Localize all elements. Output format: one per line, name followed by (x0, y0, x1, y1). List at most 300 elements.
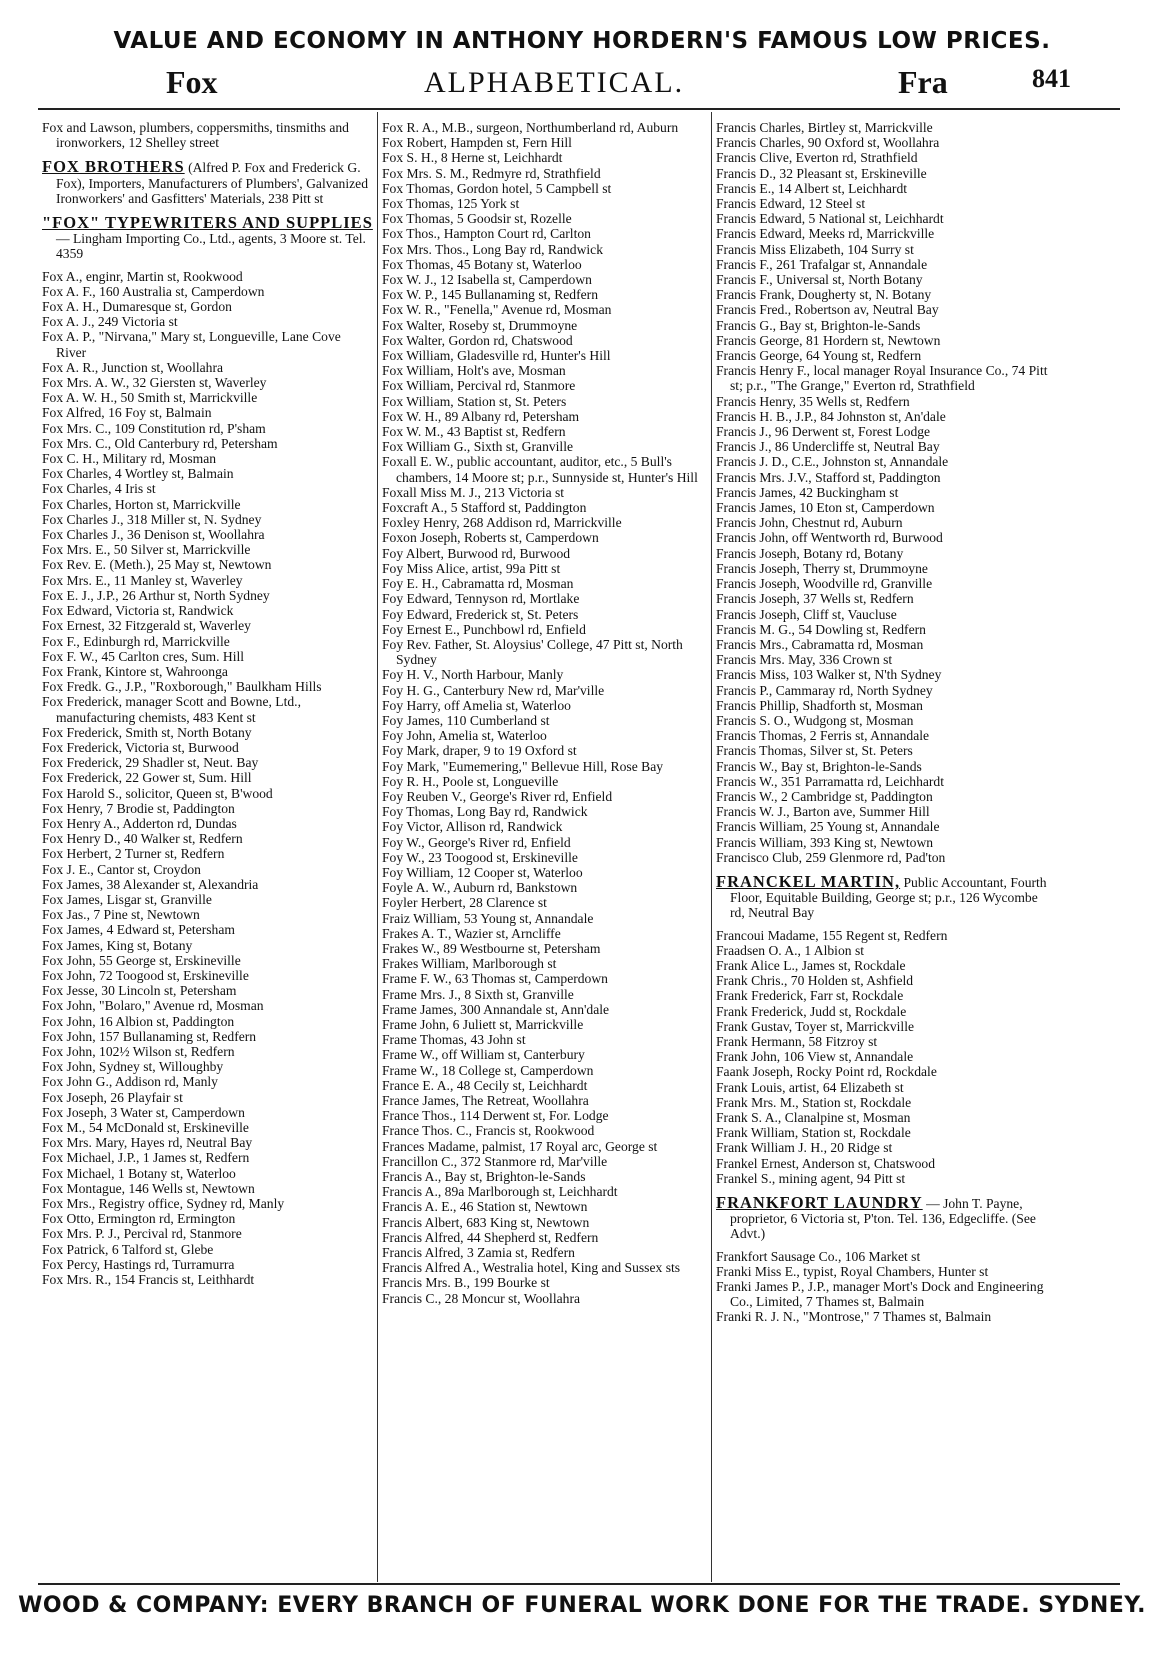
directory-entry (716, 1080, 1050, 1095)
directory-entry (382, 1260, 710, 1275)
directory-entry (42, 481, 374, 496)
entry-text: Fox Mrs. R., 154 Francis st, Leithhardt (42, 1272, 255, 1288)
directory-entry (42, 603, 374, 618)
display-entry-name: FRANKFORT LAUNDRY (716, 1193, 923, 1213)
entry-text: Francis Joseph, Woodville rd, Granville (716, 576, 933, 592)
entry-text: Fox Percy, Hastings rd, Turramurra (42, 1256, 235, 1272)
directory-entry (716, 576, 1050, 591)
directory-entry (716, 607, 1050, 622)
entry-text: — Lingham Importing Co., Ltd., agents, 3 Moore st. Tel. 4359 (56, 231, 366, 262)
directory-entry (42, 329, 374, 359)
entry-text: Fox William, Gladesville rd, Hunter's Hill (382, 348, 611, 364)
entry-text: Foy H. V., North Harbour, Manly (382, 667, 564, 683)
directory-entry (382, 166, 710, 181)
entry-text: Francis F., Universal st, North Botany (716, 272, 923, 288)
directory-entry (716, 1195, 1050, 1242)
entry-text: Foy W., 23 Toogood st, Erskineville (382, 849, 578, 865)
entry-text: Frankel Ernest, Anderson st, Chatswood (716, 1155, 935, 1171)
directory-entry (716, 181, 1050, 196)
directory-entry (382, 394, 710, 409)
directory-entry (716, 363, 1050, 393)
directory-entry (716, 1110, 1050, 1125)
directory-entry (42, 679, 374, 694)
entry-text: Fox Charles, Horton st, Marrickville (42, 496, 241, 512)
directory-entry (382, 1017, 710, 1032)
directory-entry (716, 150, 1050, 165)
directory-entry (382, 348, 710, 363)
display-entry-name: FOX BROTHERS (42, 157, 185, 177)
directory-entry (716, 1140, 1050, 1155)
directory-entry (42, 436, 374, 451)
entry-text: Fox A. R., Junction st, Woollahra (42, 359, 224, 375)
directory-entry (42, 953, 374, 968)
directory-entry (382, 409, 710, 424)
directory-entry (716, 318, 1050, 333)
directory-entry (716, 242, 1050, 257)
directory-entry (42, 725, 374, 740)
entry-text: Francis Henry, 35 Wells st, Redfern (716, 393, 910, 409)
entry-text: Frank Frederick, Farr st, Rockdale (716, 988, 904, 1004)
entry-text: Fox W. H., 89 Albany rd, Petersham (382, 408, 580, 424)
directory-entry (716, 226, 1050, 241)
directory-entry (382, 1123, 710, 1138)
directory-entry (42, 1211, 374, 1226)
directory-entry (716, 257, 1050, 272)
entry-text: (Alfred P. Fox and Frederick G. Fox), Importers, Manufacturers of Plumbers', Galvanized Ironworkers' and Gasfitters' Materials, 238 Pitt st (56, 160, 368, 206)
directory-entry (42, 451, 374, 466)
entry-text: Francis Edward, Meeks rd, Marrickville (716, 226, 935, 242)
directory-entry (382, 759, 710, 774)
entry-text: Fox Michael, 1 Botany st, Waterloo (42, 1165, 236, 1181)
entry-text: Foy R. H., Poole st, Longueville (382, 773, 559, 789)
directory-entry (716, 1309, 1050, 1324)
entry-text: Fox Herbert, 2 Turner st, Redfern (42, 846, 225, 862)
directory-entry (382, 1184, 710, 1199)
directory-entry (42, 968, 374, 983)
entry-text: Franki R. J. N., "Montrose," 7 Thames st, Balmain (716, 1309, 992, 1325)
directory-entry (42, 922, 374, 937)
entry-text: Francillon C., 372 Stanmore rd, Mar'ville (382, 1153, 608, 1169)
directory-entry (42, 1150, 374, 1165)
entry-text: Frankel S., mining agent, 94 Pitt st (716, 1170, 906, 1186)
directory-entry (42, 862, 374, 877)
entry-text: Fox A. J., 249 Victoria st (42, 314, 178, 330)
directory-entry (382, 485, 710, 500)
entry-text: Francis H. B., J.P., 84 Johnston st, An'dale (716, 408, 946, 424)
directory-entry (716, 1264, 1050, 1279)
entry-text: Francis S. O., Wudgong st, Mosman (716, 712, 914, 728)
directory-entry (42, 314, 374, 329)
directory-entry (42, 1105, 374, 1120)
directory-entry (716, 1156, 1050, 1171)
directory-entry (382, 515, 710, 530)
directory-entry (716, 804, 1050, 819)
entry-text: Francis Thomas, Silver st, St. Peters (716, 743, 913, 759)
entry-text: Francis Mrs. B., 199 Bourke st (382, 1275, 550, 1291)
entry-text: Fox Alfred, 16 Foy st, Balmain (42, 405, 212, 421)
entry-text: Frame F. W., 63 Thomas st, Camperdown (382, 971, 608, 987)
entry-text: Frank Gustav, Toyer st, Marrickville (716, 1018, 915, 1034)
directory-entry (382, 880, 710, 895)
entry-text: Foyler Herbert, 28 Clarence st (382, 895, 547, 911)
entry-text: Fox John G., Addison rd, Manly (42, 1074, 218, 1090)
entry-text: Fox Thomas, 5 Goodsir st, Rozelle (382, 211, 572, 227)
directory-entry (716, 958, 1050, 973)
entry-text: Francis C., 28 Moncur st, Woollahra (382, 1290, 581, 1306)
entry-text: Francis A. E., 46 Station st, Newtown (382, 1199, 588, 1215)
directory-entry (42, 573, 374, 588)
directory-entry (716, 637, 1050, 652)
entry-text: Fox Charles, 4 Iris st (42, 481, 156, 497)
entry-text: Foy Ernest E., Punchbowl rd, Enfield (382, 621, 586, 637)
entry-text: Foxall Miss M. J., 213 Victoria st (382, 484, 565, 500)
directory-entry (716, 424, 1050, 439)
directory-entry (716, 394, 1050, 409)
directory-entry (716, 485, 1050, 500)
directory-entry (42, 375, 374, 390)
directory-entry (382, 819, 710, 834)
directory-entry (382, 971, 710, 986)
entry-text: Francis Alfred, 44 Shepherd st, Redfern (382, 1229, 599, 1245)
directory-entry (382, 333, 710, 348)
entry-text: Fox W. P., 145 Bullanaming st, Redfern (382, 287, 598, 303)
directory-entry (382, 941, 710, 956)
left-guide-word: Fox (166, 64, 218, 100)
column-divider (711, 112, 712, 1582)
directory-entry (382, 1078, 710, 1093)
directory-entry (382, 835, 710, 850)
entry-text: Fox Henry, 7 Brodie st, Paddington (42, 800, 235, 816)
entry-text: Fox James, 4 Edward st, Petersham (42, 922, 235, 938)
directory-entry (42, 390, 374, 405)
directory-column-2 (382, 120, 710, 1580)
entry-text: Francis Edward, 12 Steel st (716, 196, 866, 212)
entry-text: Frame Thomas, 43 John st (382, 1032, 526, 1048)
entry-text: Fox Charles J., 36 Denison st, Woollahra (42, 527, 265, 543)
entry-text: Frank John, 106 View st, Annandale (716, 1049, 914, 1065)
directory-entry (716, 1064, 1050, 1079)
directory-entry (42, 512, 374, 527)
directory-entry (42, 527, 374, 542)
directory-entry (716, 652, 1050, 667)
directory-entry (42, 983, 374, 998)
directory-entry (382, 1199, 710, 1214)
entry-text: Fox Mrs. A. W., 32 Giersten st, Waverley (42, 375, 267, 391)
entry-text: Fox Mrs. Mary, Hayes rd, Neutral Bay (42, 1135, 253, 1151)
entry-text: Francis Albert, 683 King st, Newtown (382, 1214, 590, 1230)
entry-text: Frances Madame, palmist, 17 Royal arc, George st (382, 1138, 658, 1154)
directory-entry (716, 211, 1050, 226)
directory-entry (716, 819, 1050, 834)
directory-entry (382, 1047, 710, 1062)
directory-entry (716, 196, 1050, 211)
directory-entry (716, 713, 1050, 728)
directory-entry (716, 1049, 1050, 1064)
directory-entry (42, 542, 374, 557)
directory-entry (42, 284, 374, 299)
entry-text: Fox R. A., M.B., surgeon, Northumberland rd, Auburn (382, 120, 679, 135)
directory-entry (716, 409, 1050, 424)
entry-text: Foy W., George's River rd, Enfield (382, 834, 571, 850)
directory-entry (42, 664, 374, 679)
entry-text: Fox Montague, 146 Wells st, Newtown (42, 1180, 255, 1196)
entry-text: Francis J., 96 Derwent st, Forest Lodge (716, 424, 931, 440)
directory-entry (42, 557, 374, 572)
directory-entry (382, 1108, 710, 1123)
directory-entry (382, 683, 710, 698)
entry-text: Fraadsen O. A., 1 Albion st (716, 942, 865, 958)
entry-text: Fox William, Percival rd, Stanmore (382, 378, 576, 394)
entry-text: Fox Mrs. P. J., Percival rd, Stanmore (42, 1226, 242, 1242)
directory-entry (382, 911, 710, 926)
directory-entry (382, 424, 710, 439)
directory-entry (716, 1249, 1050, 1264)
entry-text: Fox Michael, J.P., 1 James st, Redfern (42, 1150, 250, 1166)
directory-entry (382, 987, 710, 1002)
directory-entry (382, 120, 710, 135)
entry-text: Franki Miss E., typist, Royal Chambers, Hunter st (716, 1263, 989, 1279)
directory-entry (42, 801, 374, 816)
entry-text: Fox Joseph, 26 Playfair st (42, 1089, 183, 1105)
directory-entry (42, 299, 374, 314)
directory-entry (42, 1166, 374, 1181)
entry-text: Fox F., Edinburgh rd, Marrickville (42, 633, 230, 649)
entry-text: Fox Ernest, 32 Fitzgerald st, Waverley (42, 618, 251, 634)
directory-entry (716, 546, 1050, 561)
directory-entry (382, 1275, 710, 1290)
directory-entry (716, 272, 1050, 287)
entry-text: Fox Thomas, 125 York st (382, 196, 520, 212)
directory-entry (716, 1004, 1050, 1019)
entry-text: Francis Mrs. May, 336 Crown st (716, 652, 893, 668)
directory-entry (42, 786, 374, 801)
display-entry-name: FRANCKEL MARTIN, (716, 871, 901, 891)
directory-entry (716, 622, 1050, 637)
directory-entry (42, 634, 374, 649)
entry-text: Frankfort Sausage Co., 106 Market st (716, 1248, 921, 1264)
entry-text: Fox F. W., 45 Carlton cres, Sum. Hill (42, 648, 245, 664)
directory-entry (382, 1291, 710, 1306)
entry-text: Fox Walter, Roseby st, Drummoyne (382, 317, 578, 333)
directory-entry (382, 1154, 710, 1169)
entry-text: Fox A., enginr, Martin st, Rookwood (42, 268, 243, 284)
directory-entry (716, 561, 1050, 576)
directory-entry (382, 728, 710, 743)
directory-entry (716, 348, 1050, 363)
entry-text: Frakes A. T., Wazier st, Arncliffe (382, 925, 561, 941)
entry-text: Foy Albert, Burwood rd, Burwood (382, 545, 571, 561)
entry-text: Fox William G., Sixth st, Granville (382, 439, 574, 455)
directory-entry (382, 1245, 710, 1260)
directory-entry (382, 713, 710, 728)
entry-text: Foy Victor, Allison rd, Randwick (382, 819, 563, 835)
entry-text: Francis James, 10 Eton st, Camperdown (716, 500, 935, 516)
directory-entry (42, 649, 374, 664)
directory-entry (382, 257, 710, 272)
page-number: 841 (1032, 64, 1071, 93)
directory-entry (382, 698, 710, 713)
entry-text: Francis Edward, 5 National st, Leichhardt (716, 211, 944, 227)
directory-entry (42, 831, 374, 846)
directory-entry (382, 622, 710, 637)
directory-entry (382, 1215, 710, 1230)
directory-entry (382, 561, 710, 576)
entry-text: Francis E., 14 Albert st, Leichhardt (716, 180, 908, 196)
entry-text: Fox Jesse, 30 Lincoln st, Petersham (42, 983, 237, 999)
entry-text: Fox Jas., 7 Pine st, Newtown (42, 907, 200, 923)
entry-text: Fox S. H., 8 Herne st, Leichhardt (382, 150, 563, 166)
directory-entry (382, 743, 710, 758)
directory-entry (716, 120, 1050, 135)
directory-entry (42, 1029, 374, 1044)
header-rule (38, 108, 1120, 110)
entry-text: Francis Charles, 90 Oxford st, Woollahra (716, 135, 940, 151)
entry-text: Francis Miss, 103 Walker st, N'th Sydney (716, 667, 942, 683)
directory-entry (42, 892, 374, 907)
directory-entry (382, 850, 710, 865)
entry-text: Fox Mrs., Registry office, Sydney rd, Manly (42, 1196, 285, 1212)
directory-entry (42, 755, 374, 770)
directory-entry (382, 607, 710, 622)
directory-entry (716, 500, 1050, 515)
entry-text: Fox J. E., Cantor st, Croydon (42, 861, 201, 877)
entry-text: Francis W. J., Barton ave, Summer Hill (716, 804, 930, 820)
entry-text: Fox John, 72 Toogood st, Erskineville (42, 967, 249, 983)
entry-text: Francis George, 64 Young st, Redfern (716, 348, 922, 364)
entry-text: Foxon Joseph, Roberts st, Camperdown (382, 530, 599, 546)
entry-text: Fox William, Station st, St. Peters (382, 393, 567, 409)
entry-text: Fox John, 55 George st, Erskineville (42, 952, 241, 968)
directory-entry (382, 804, 710, 819)
entry-text: Fraiz William, 53 Young st, Annandale (382, 910, 594, 926)
directory-entry (42, 1120, 374, 1135)
directory-entry (382, 865, 710, 880)
display-entry-name: "FOX" TYPEWRITERS AND SUPPLIES (42, 213, 373, 233)
directory-entry (382, 1002, 710, 1017)
entry-text: Fox Robert, Hampden st, Fern Hill (382, 135, 572, 151)
directory-entry (42, 159, 374, 206)
entry-text: Francis F., 261 Trafalgar st, Annandale (716, 256, 928, 272)
entry-text: Fox Thomas, 45 Botany st, Waterloo (382, 256, 582, 272)
directory-entry (382, 378, 710, 393)
entry-text: Fox Frederick, manager Scott and Bowne, Ltd., manufacturing chemists, 483 Kent st (42, 694, 301, 725)
entry-text: Foy Edward, Tennyson rd, Mortlake (382, 591, 580, 607)
entry-text: Fox Frederick, 29 Shadler st, Neut. Bay (42, 755, 259, 771)
directory-entry (42, 1074, 374, 1089)
entry-text: Frame W., off William st, Canterbury (382, 1047, 585, 1063)
entry-text: Fox A. P., "Nirvana," Mary st, Longueville, Lane Cove River (42, 329, 341, 360)
directory-entry (716, 1034, 1050, 1049)
directory-entry (382, 1063, 710, 1078)
entry-text: Fox James, 38 Alexander st, Alexandria (42, 876, 259, 892)
entry-text: Frank S. A., Clanalpine st, Mosman (716, 1110, 911, 1125)
entry-text: Francis Joseph, Botany rd, Botany (716, 545, 904, 561)
directory-entry (716, 789, 1050, 804)
entry-text: Frame John, 6 Juliett st, Marrickville (382, 1016, 584, 1032)
directory-entry (382, 439, 710, 454)
entry-text: Francis Alfred, 3 Zamia st, Redfern (382, 1245, 575, 1261)
directory-entry (382, 181, 710, 196)
entry-text: Frakes W., 89 Westbourne st, Petersham (382, 940, 601, 956)
entry-text: Fox James, King st, Botany (42, 937, 193, 953)
entry-text: Fox Frank, Kintore st, Wahroonga (42, 663, 228, 679)
directory-entry (382, 1230, 710, 1245)
entry-text: Frank Frederick, Judd st, Rockdale (716, 1003, 907, 1019)
directory-column-1 (42, 120, 374, 1580)
entry-text: Fox Otto, Ermington rd, Ermington (42, 1211, 236, 1227)
advertising-banner-bottom: WOOD & COMPANY: EVERY BRANCH OF FUNERAL WORK DONE FOR THE TRADE. SYDNEY. (18, 1593, 1146, 1618)
directory-entry (382, 1032, 710, 1047)
entry-text: Francis G., Bay st, Brighton-le-Sands (716, 317, 921, 333)
entry-text: Fox Edward, Victoria st, Randwick (42, 603, 234, 619)
directory-entry (42, 1090, 374, 1105)
directory-entry (382, 956, 710, 971)
entry-text: Fox Thomas, Gordon hotel, 5 Campbell st (382, 180, 612, 196)
directory-entry (716, 973, 1050, 988)
directory-entry (42, 694, 374, 724)
entry-text: Foy William, 12 Cooper st, Waterloo (382, 864, 583, 880)
directory-entry (42, 421, 374, 436)
directory-entry (382, 789, 710, 804)
directory-entry (382, 226, 710, 241)
section-title: ALPHABETICAL. (424, 66, 685, 99)
directory-entry (382, 272, 710, 287)
entry-text: Francoui Madame, 155 Regent st, Redfern (716, 927, 948, 943)
entry-text: Francis John, off Wentworth rd, Burwood (716, 530, 943, 546)
entry-text: Frank William J. H., 20 Ridge st (716, 1140, 893, 1156)
entry-text: Foy John, Amelia st, Waterloo (382, 728, 547, 744)
directory-entry (382, 637, 710, 667)
entry-text: Fox Mrs. E., 50 Silver st, Marrickville (42, 542, 251, 558)
directory-entry (42, 846, 374, 861)
entry-text: Fox John, Sydney st, Willoughby (42, 1059, 224, 1075)
entry-text: Francis Charles, Birtley st, Marrickville (716, 120, 933, 135)
entry-text: Foy Edward, Frederick st, St. Peters (382, 606, 579, 622)
directory-entry (716, 988, 1050, 1003)
directory-entry (716, 454, 1050, 469)
directory-entry (716, 1171, 1050, 1186)
directory-entry (42, 120, 374, 150)
entry-text: Fox C. H., Military rd, Mosman (42, 451, 217, 467)
entry-text: Foy Harry, off Amelia st, Waterloo (382, 697, 571, 713)
directory-entry (42, 269, 374, 284)
entry-text: Francis Mrs., Cabramatta rd, Mosman (716, 636, 924, 652)
entry-text: Foxcraft A., 5 Stafford st, Paddington (382, 500, 587, 516)
right-guide-word: Fra (898, 64, 948, 100)
directory-entry (716, 302, 1050, 317)
directory-entry (716, 1019, 1050, 1034)
directory-entry (716, 943, 1050, 958)
entry-text: Francis Alfred A., Westralia hotel, King and Sussex sts (382, 1260, 681, 1276)
directory-entry (42, 938, 374, 953)
entry-text: Foyle A. W., Auburn rd, Bankstown (382, 880, 578, 896)
directory-entry (716, 871, 1050, 921)
entry-text: Francis W., 2 Cambridge st, Paddington (716, 788, 933, 804)
entry-text: Foy H. G., Canterbury New rd, Mar'ville (382, 682, 605, 698)
entry-text: Francis Fred., Robertson av, Neutral Bay (716, 302, 939, 318)
directory-entry (716, 835, 1050, 850)
entry-text: Frank Hermann, 58 Fitzroy st (716, 1033, 878, 1049)
entry-text: Francis Clive, Everton rd, Strathfield (716, 150, 918, 166)
entry-text: Fox W. R., "Fenella," Avenue rd, Mosman (382, 302, 612, 318)
entry-text: Fox Joseph, 3 Water st, Camperdown (42, 1104, 245, 1120)
entry-text: Fox Mrs. Thos., Long Bay rd, Randwick (382, 241, 604, 257)
entry-text: Francis P., Cammaray rd, North Sydney (716, 682, 933, 698)
directory-entry (382, 774, 710, 789)
directory-entry (382, 211, 710, 226)
directory-entry (42, 215, 374, 262)
entry-text: Foy Mark, "Eumemering," Bellevue Hill, Rose Bay (382, 758, 664, 774)
